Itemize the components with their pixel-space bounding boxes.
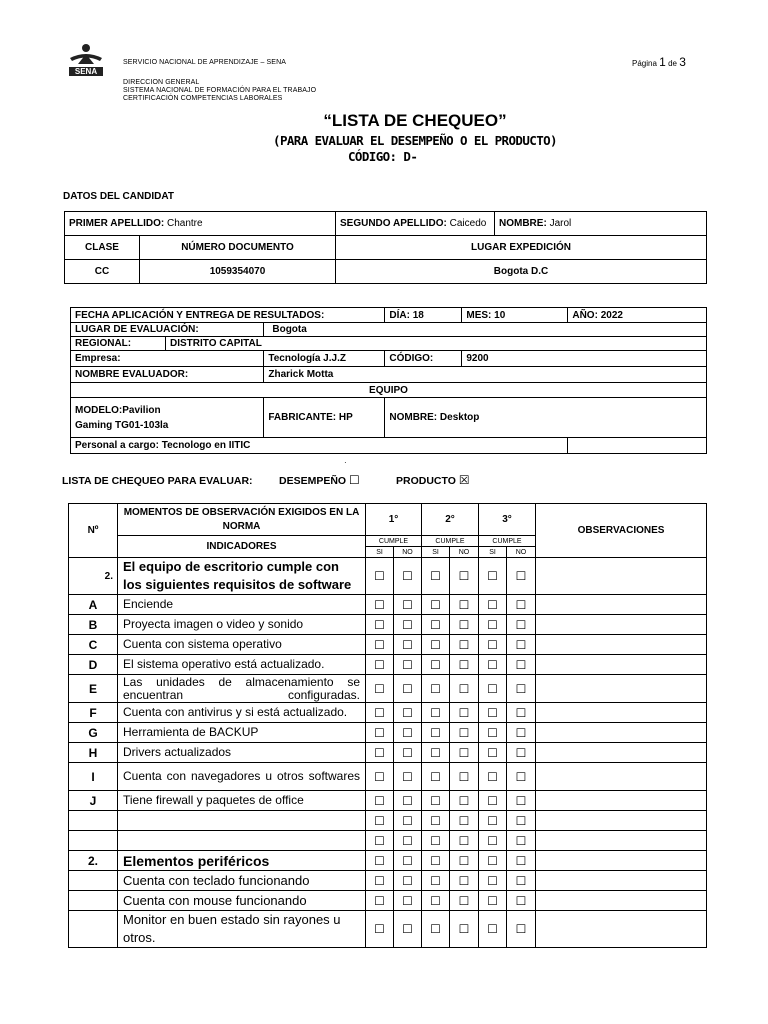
checklist-type xyxy=(62,475,253,487)
cumple-checkbox[interactable]: ☐ xyxy=(479,831,507,851)
table-row xyxy=(69,851,707,871)
separator-dot: · xyxy=(344,458,347,467)
mes-value: 10 xyxy=(494,309,506,321)
primer-apellido-cell xyxy=(65,212,336,236)
observaciones-cell[interactable] xyxy=(536,811,707,831)
producto-label: PRODUCTO xyxy=(396,475,456,487)
cumple-checkbox[interactable]: ☐ xyxy=(422,635,450,655)
sistema-nacional: SISTEMA NACIONAL DE FORMACIÓN PARA EL TRABAJO xyxy=(123,87,317,94)
clase-label: CLASE xyxy=(65,236,140,260)
table-row xyxy=(69,743,707,763)
cumple-checkbox[interactable]: ☐ xyxy=(450,811,479,831)
table-row xyxy=(69,911,707,948)
cumple-checkbox[interactable]: ☐ xyxy=(507,675,536,703)
cumple-checkbox[interactable]: ☐ xyxy=(507,635,536,655)
cumple-checkbox[interactable]: ☐ xyxy=(450,558,479,595)
segundo-apellido-cell xyxy=(336,212,495,236)
cumple-checkbox[interactable]: ☐ xyxy=(450,851,479,871)
cumple-checkbox[interactable]: ☐ xyxy=(366,851,394,871)
cumple-checkbox[interactable]: ☐ xyxy=(366,871,394,891)
indicator-text xyxy=(118,831,366,851)
observaciones-cell[interactable] xyxy=(536,763,707,791)
row-number: F xyxy=(69,703,118,723)
checklist-table xyxy=(68,503,707,948)
cumple-checkbox[interactable]: ☐ xyxy=(450,891,479,911)
cumple-checkbox[interactable]: ☐ xyxy=(422,763,450,791)
producto-checkbox[interactable]: ☒ xyxy=(458,473,470,487)
cumple-checkbox[interactable]: ☐ xyxy=(394,655,422,675)
modelo-label: MODELO: xyxy=(75,404,123,416)
cumple-checkbox[interactable]: ☐ xyxy=(479,811,507,831)
row-number xyxy=(69,891,118,911)
cumple-checkbox[interactable]: ☐ xyxy=(422,615,450,635)
cumple-checkbox[interactable]: ☐ xyxy=(450,831,479,851)
personal-cell xyxy=(71,438,568,454)
cumple-checkbox[interactable]: ☐ xyxy=(479,635,507,655)
empresa-label: Empresa: xyxy=(71,351,264,367)
dia-label: DÍA: xyxy=(389,309,410,321)
indicator-text: El equipo de escritorio cumple con los siguientes requisitos de software xyxy=(118,558,366,595)
modelo-cell xyxy=(71,398,264,438)
cumple-checkbox[interactable]: ☐ xyxy=(394,891,422,911)
nombre-equipo-label: NOMBRE: xyxy=(389,412,438,423)
fecha-label: FECHA APLICACIÓN Y ENTREGA DE RESULTADOS: xyxy=(71,308,385,323)
cumple-checkbox[interactable]: ☐ xyxy=(394,615,422,635)
evaluation-table xyxy=(70,307,707,454)
segundo-apellido-value: Caicedo xyxy=(449,218,487,229)
si-2: SI xyxy=(422,547,450,558)
row-number: B xyxy=(69,615,118,635)
cumple-checkbox[interactable]: ☐ xyxy=(507,655,536,675)
table-row xyxy=(69,655,707,675)
cumple-checkbox[interactable]: ☐ xyxy=(394,831,422,851)
cumple-checkbox[interactable]: ☐ xyxy=(422,831,450,851)
no-3: NO xyxy=(507,547,536,558)
cumple-checkbox[interactable]: ☐ xyxy=(479,743,507,763)
lugar-eval-label: LUGAR DE EVALUACIÓN: xyxy=(71,323,264,337)
indicator-text: Cuenta con sistema operativo xyxy=(118,635,366,655)
cumple-checkbox[interactable]: ☐ xyxy=(394,851,422,871)
cumple-checkbox[interactable]: ☐ xyxy=(479,763,507,791)
cumple-checkbox[interactable]: ☐ xyxy=(366,743,394,763)
primer-apellido-label: PRIMER APELLIDO: xyxy=(69,218,165,229)
institution-name: SERVICIO NACIONAL DE APRENDIZAJE – SENA xyxy=(123,59,286,66)
cumple-checkbox[interactable]: ☐ xyxy=(479,615,507,635)
mes-cell xyxy=(462,308,568,323)
cumple-checkbox[interactable]: ☐ xyxy=(507,723,536,743)
cumple-checkbox[interactable]: ☐ xyxy=(450,723,479,743)
de-label: de xyxy=(668,59,677,68)
desempeno-option[interactable] xyxy=(279,473,360,487)
cumple-checkbox[interactable]: ☐ xyxy=(366,703,394,723)
observaciones-cell[interactable] xyxy=(536,851,707,871)
row-number: J xyxy=(69,791,118,811)
cumple-checkbox[interactable]: ☐ xyxy=(479,723,507,743)
cumple-checkbox[interactable]: ☐ xyxy=(479,891,507,911)
cumple-checkbox[interactable]: ☐ xyxy=(507,615,536,635)
cumple-checkbox[interactable]: ☐ xyxy=(422,558,450,595)
cumple-checkbox[interactable]: ☐ xyxy=(422,851,450,871)
table-row xyxy=(69,791,707,811)
nombre-equipo-cell xyxy=(385,398,707,438)
equipo-label: EQUIPO xyxy=(71,383,707,398)
table-row xyxy=(69,831,707,851)
row-number: D xyxy=(69,655,118,675)
table-row xyxy=(69,723,707,743)
cumple-checkbox[interactable]: ☐ xyxy=(507,911,536,948)
observaciones-cell[interactable] xyxy=(536,595,707,615)
cumple-checkbox[interactable]: ☐ xyxy=(366,615,394,635)
cumple-checkbox[interactable]: ☐ xyxy=(422,743,450,763)
cumple-checkbox[interactable]: ☐ xyxy=(479,911,507,948)
desempeno-checkbox[interactable]: ☐ xyxy=(349,473,360,487)
pagina-num: 1 xyxy=(659,55,666,69)
cumple-checkbox[interactable]: ☐ xyxy=(366,811,394,831)
nombre-label: NOMBRE: xyxy=(499,218,547,229)
cumple-checkbox[interactable]: ☐ xyxy=(394,635,422,655)
lugar-eval-value: Bogota xyxy=(264,323,707,337)
evaluador-value: Zharick Motta xyxy=(264,367,707,383)
empresa-value: Tecnología J.J.Z xyxy=(264,351,385,367)
cumple-checkbox[interactable]: ☐ xyxy=(422,655,450,675)
cumple-3: CUMPLE xyxy=(479,536,536,547)
cumple-checkbox[interactable]: ☐ xyxy=(394,723,422,743)
cumple-checkbox[interactable]: ☐ xyxy=(507,871,536,891)
cumple-checkbox[interactable]: ☐ xyxy=(479,675,507,703)
personal-label: Personal a cargo: xyxy=(75,440,159,451)
cumple-checkbox[interactable]: ☐ xyxy=(507,851,536,871)
dia-cell xyxy=(385,308,462,323)
cumple-checkbox[interactable]: ☐ xyxy=(394,871,422,891)
cumple-checkbox[interactable]: ☐ xyxy=(394,763,422,791)
indicator-text: Elementos periféricos xyxy=(118,851,366,871)
indicator-text: Herramienta de BACKUP xyxy=(118,723,366,743)
table-row xyxy=(69,635,707,655)
cumple-checkbox[interactable]: ☐ xyxy=(450,595,479,615)
observaciones-cell[interactable] xyxy=(536,791,707,811)
cumple-checkbox[interactable]: ☐ xyxy=(394,675,422,703)
observaciones-cell[interactable] xyxy=(536,675,707,703)
indicator-text: El sistema operativo está actualizado. xyxy=(118,655,366,675)
table-row xyxy=(69,595,707,615)
observaciones-cell[interactable] xyxy=(536,635,707,655)
cumple-checkbox[interactable]: ☐ xyxy=(394,595,422,615)
evaluador-label: NOMBRE EVALUADOR: xyxy=(71,367,264,383)
segundo-apellido-label: SEGUNDO APELLIDO: xyxy=(340,218,447,229)
personal-empty xyxy=(568,438,707,454)
dia-value: 18 xyxy=(412,309,424,321)
observaciones-cell[interactable] xyxy=(536,911,707,948)
no-2: NO xyxy=(450,547,479,558)
observaciones-cell[interactable] xyxy=(536,558,707,595)
table-row xyxy=(69,763,707,791)
cumple-checkbox[interactable]: ☐ xyxy=(422,703,450,723)
cumple-checkbox[interactable]: ☐ xyxy=(366,675,394,703)
cumple-checkbox[interactable]: ☐ xyxy=(507,558,536,595)
pagina-label: Página xyxy=(632,59,657,68)
nombre-value: Jarol xyxy=(549,218,572,229)
modelo-line1: Pavilion xyxy=(122,404,161,416)
candidate-table xyxy=(64,211,707,284)
attempt-3-header: 3° xyxy=(479,504,536,536)
indicator-text: Drivers actualizados xyxy=(118,743,366,763)
direccion-general: DIRECCION GENERAL xyxy=(123,79,200,86)
cumple-checkbox[interactable]: ☐ xyxy=(507,595,536,615)
cumple-checkbox[interactable]: ☐ xyxy=(507,763,536,791)
cumple-checkbox[interactable]: ☐ xyxy=(450,675,479,703)
cumple-checkbox[interactable]: ☐ xyxy=(366,595,394,615)
cumple-checkbox[interactable]: ☐ xyxy=(507,831,536,851)
checklist-type-label: LISTA DE CHEQUEO PARA EVALUAR: xyxy=(62,475,253,487)
fabricante-value: HP xyxy=(338,412,353,423)
codigo-value: 9200 xyxy=(462,351,707,367)
sena-logo-icon xyxy=(66,42,106,82)
mes-label: MES: xyxy=(466,309,492,321)
cumple-checkbox[interactable]: ☐ xyxy=(422,723,450,743)
cumple-checkbox[interactable]: ☐ xyxy=(366,635,394,655)
table-row xyxy=(69,811,707,831)
row-number: 2. xyxy=(69,558,118,595)
nombre-cell xyxy=(495,212,707,236)
cumple-checkbox[interactable]: ☐ xyxy=(450,763,479,791)
col-momentos-header: MOMENTOS DE OBSERVACIÓN EXIGIDOS EN LA NORMA xyxy=(118,504,366,536)
table-row xyxy=(69,675,707,703)
indicator-text: Cuenta con antivirus y si está actualizado. xyxy=(118,703,366,723)
observaciones-cell[interactable] xyxy=(536,743,707,763)
anio-label: AÑO: xyxy=(572,309,598,321)
indicator-text: Cuenta con teclado funcionando xyxy=(118,871,366,891)
pagina-total: 3 xyxy=(679,55,686,69)
cumple-checkbox[interactable]: ☐ xyxy=(479,871,507,891)
observaciones-cell[interactable] xyxy=(536,831,707,851)
nombre-equipo-value: Desktop xyxy=(439,412,480,423)
cumple-checkbox[interactable]: ☐ xyxy=(366,558,394,595)
fabricante-label: FABRICANTE: xyxy=(268,412,337,423)
cumple-checkbox[interactable]: ☐ xyxy=(394,558,422,595)
document-code: CÓDIGO: D- xyxy=(348,149,418,164)
cumple-checkbox[interactable]: ☐ xyxy=(450,703,479,723)
cumple-checkbox[interactable]: ☐ xyxy=(422,871,450,891)
certificacion: CERTIFICACIÓN COMPETENCIAS LABORALES xyxy=(123,95,283,102)
cumple-checkbox[interactable]: ☐ xyxy=(366,891,394,911)
observaciones-cell[interactable] xyxy=(536,655,707,675)
cumple-checkbox[interactable]: ☐ xyxy=(450,615,479,635)
table-row xyxy=(69,558,707,595)
cumple-checkbox[interactable]: ☐ xyxy=(507,791,536,811)
cumple-checkbox[interactable]: ☐ xyxy=(422,911,450,948)
attempt-1-header: 1° xyxy=(366,504,422,536)
cumple-checkbox[interactable]: ☐ xyxy=(422,595,450,615)
indicator-text: Tiene firewall y paquetes de office xyxy=(118,791,366,811)
clase-value: CC xyxy=(65,260,140,284)
cumple-checkbox[interactable]: ☐ xyxy=(394,811,422,831)
indicator-text: Proyecta imagen o video y sonido xyxy=(118,615,366,635)
candidate-section-label: DATOS DEL CANDIDAT xyxy=(63,191,174,202)
table-row xyxy=(69,703,707,723)
cumple-checkbox[interactable]: ☐ xyxy=(366,763,394,791)
cumple-checkbox[interactable]: ☐ xyxy=(450,655,479,675)
row-number xyxy=(69,911,118,948)
cumple-checkbox[interactable]: ☐ xyxy=(394,743,422,763)
row-number xyxy=(69,871,118,891)
page-subtitle: (PARA EVALUAR EL DESEMPEÑO O EL PRODUCTO) xyxy=(273,133,557,148)
cumple-checkbox[interactable]: ☐ xyxy=(394,703,422,723)
si-3: SI xyxy=(479,547,507,558)
cumple-checkbox[interactable]: ☐ xyxy=(450,743,479,763)
attempt-2-header: 2° xyxy=(422,504,479,536)
row-number xyxy=(69,831,118,851)
no-1: NO xyxy=(394,547,422,558)
indicator-text: Las unidades de almacenamiento se encuentran configuradas. xyxy=(118,675,366,703)
cumple-checkbox[interactable]: ☐ xyxy=(366,911,394,948)
regional-value: DISTRITO CAPITAL xyxy=(166,337,707,351)
observaciones-cell[interactable] xyxy=(536,871,707,891)
cumple-checkbox[interactable]: ☐ xyxy=(422,891,450,911)
cumple-checkbox[interactable]: ☐ xyxy=(366,655,394,675)
row-number: H xyxy=(69,743,118,763)
sena-logo xyxy=(66,42,106,82)
indicator-text xyxy=(118,811,366,831)
cumple-checkbox[interactable]: ☐ xyxy=(450,911,479,948)
observaciones-cell[interactable] xyxy=(536,703,707,723)
cumple-checkbox[interactable]: ☐ xyxy=(479,558,507,595)
lugar-exp-label: LUGAR EXPEDICIÓN xyxy=(336,236,707,260)
table-row xyxy=(69,615,707,635)
producto-option[interactable] xyxy=(396,473,470,487)
cumple-1: CUMPLE xyxy=(366,536,422,547)
anio-value: 2022 xyxy=(600,309,623,321)
row-number: I xyxy=(69,763,118,791)
si-1: SI xyxy=(366,547,394,558)
cumple-checkbox[interactable]: ☐ xyxy=(450,871,479,891)
primer-apellido-value: Chantre xyxy=(166,218,203,229)
cumple-checkbox[interactable]: ☐ xyxy=(507,811,536,831)
logo-text: SENA xyxy=(74,67,98,76)
regional-label: REGIONAL: xyxy=(71,337,166,351)
cumple-checkbox[interactable]: ☐ xyxy=(507,743,536,763)
col-observaciones-header: OBSERVACIONES xyxy=(536,504,707,558)
row-number: C xyxy=(69,635,118,655)
modelo-line2: Gaming TG01-103la xyxy=(75,419,169,431)
observaciones-cell[interactable] xyxy=(536,891,707,911)
cumple-checkbox[interactable]: ☐ xyxy=(507,703,536,723)
anio-cell xyxy=(568,308,707,323)
table-row xyxy=(69,891,707,911)
fabricante-cell xyxy=(264,398,385,438)
row-number xyxy=(69,811,118,831)
row-number: 2. xyxy=(69,851,118,871)
cumple-checkbox[interactable]: ☐ xyxy=(394,791,422,811)
row-number: E xyxy=(69,675,118,703)
cumple-checkbox[interactable]: ☐ xyxy=(422,811,450,831)
indicator-text: Monitor en buen estado sin rayones u otros. xyxy=(118,911,366,948)
table-row xyxy=(69,871,707,891)
desempeno-label: DESEMPEÑO xyxy=(279,475,347,487)
cumple-checkbox[interactable]: ☐ xyxy=(422,791,450,811)
cumple-checkbox[interactable]: ☐ xyxy=(450,635,479,655)
cumple-checkbox[interactable]: ☐ xyxy=(394,911,422,948)
cumple-checkbox[interactable]: ☐ xyxy=(366,831,394,851)
observaciones-cell[interactable] xyxy=(536,723,707,743)
indicator-text: Cuenta con mouse funcionando xyxy=(118,891,366,911)
numero-doc-value: 1059354070 xyxy=(140,260,336,284)
cumple-checkbox[interactable]: ☐ xyxy=(507,891,536,911)
col-indicadores-header: INDICADORES xyxy=(118,536,366,558)
col-num-header: Nº xyxy=(69,504,118,558)
cumple-checkbox[interactable]: ☐ xyxy=(479,791,507,811)
page-title: “LISTA DE CHEQUEO” xyxy=(323,111,507,130)
codigo-label: CÓDIGO: xyxy=(385,351,462,367)
numero-doc-label: NÚMERO DOCUMENTO xyxy=(140,236,336,260)
indicator-text: Enciende xyxy=(118,595,366,615)
cumple-checkbox[interactable]: ☐ xyxy=(479,655,507,675)
cumple-checkbox[interactable]: ☐ xyxy=(422,675,450,703)
row-number: G xyxy=(69,723,118,743)
cumple-checkbox[interactable]: ☐ xyxy=(366,791,394,811)
cumple-checkbox[interactable]: ☐ xyxy=(366,723,394,743)
personal-value: Tecnologo en IITIC xyxy=(161,440,251,451)
row-number: A xyxy=(69,595,118,615)
lugar-exp-value: Bogota D.C xyxy=(336,260,707,284)
page-number xyxy=(632,55,686,69)
observaciones-cell[interactable] xyxy=(536,615,707,635)
indicator-text: Cuenta con navegadores u otros softwares xyxy=(118,763,366,791)
cumple-checkbox[interactable]: ☐ xyxy=(450,791,479,811)
cumple-checkbox[interactable]: ☐ xyxy=(479,595,507,615)
cumple-checkbox[interactable]: ☐ xyxy=(479,703,507,723)
cumple-2: CUMPLE xyxy=(422,536,479,547)
cumple-checkbox[interactable]: ☐ xyxy=(479,851,507,871)
